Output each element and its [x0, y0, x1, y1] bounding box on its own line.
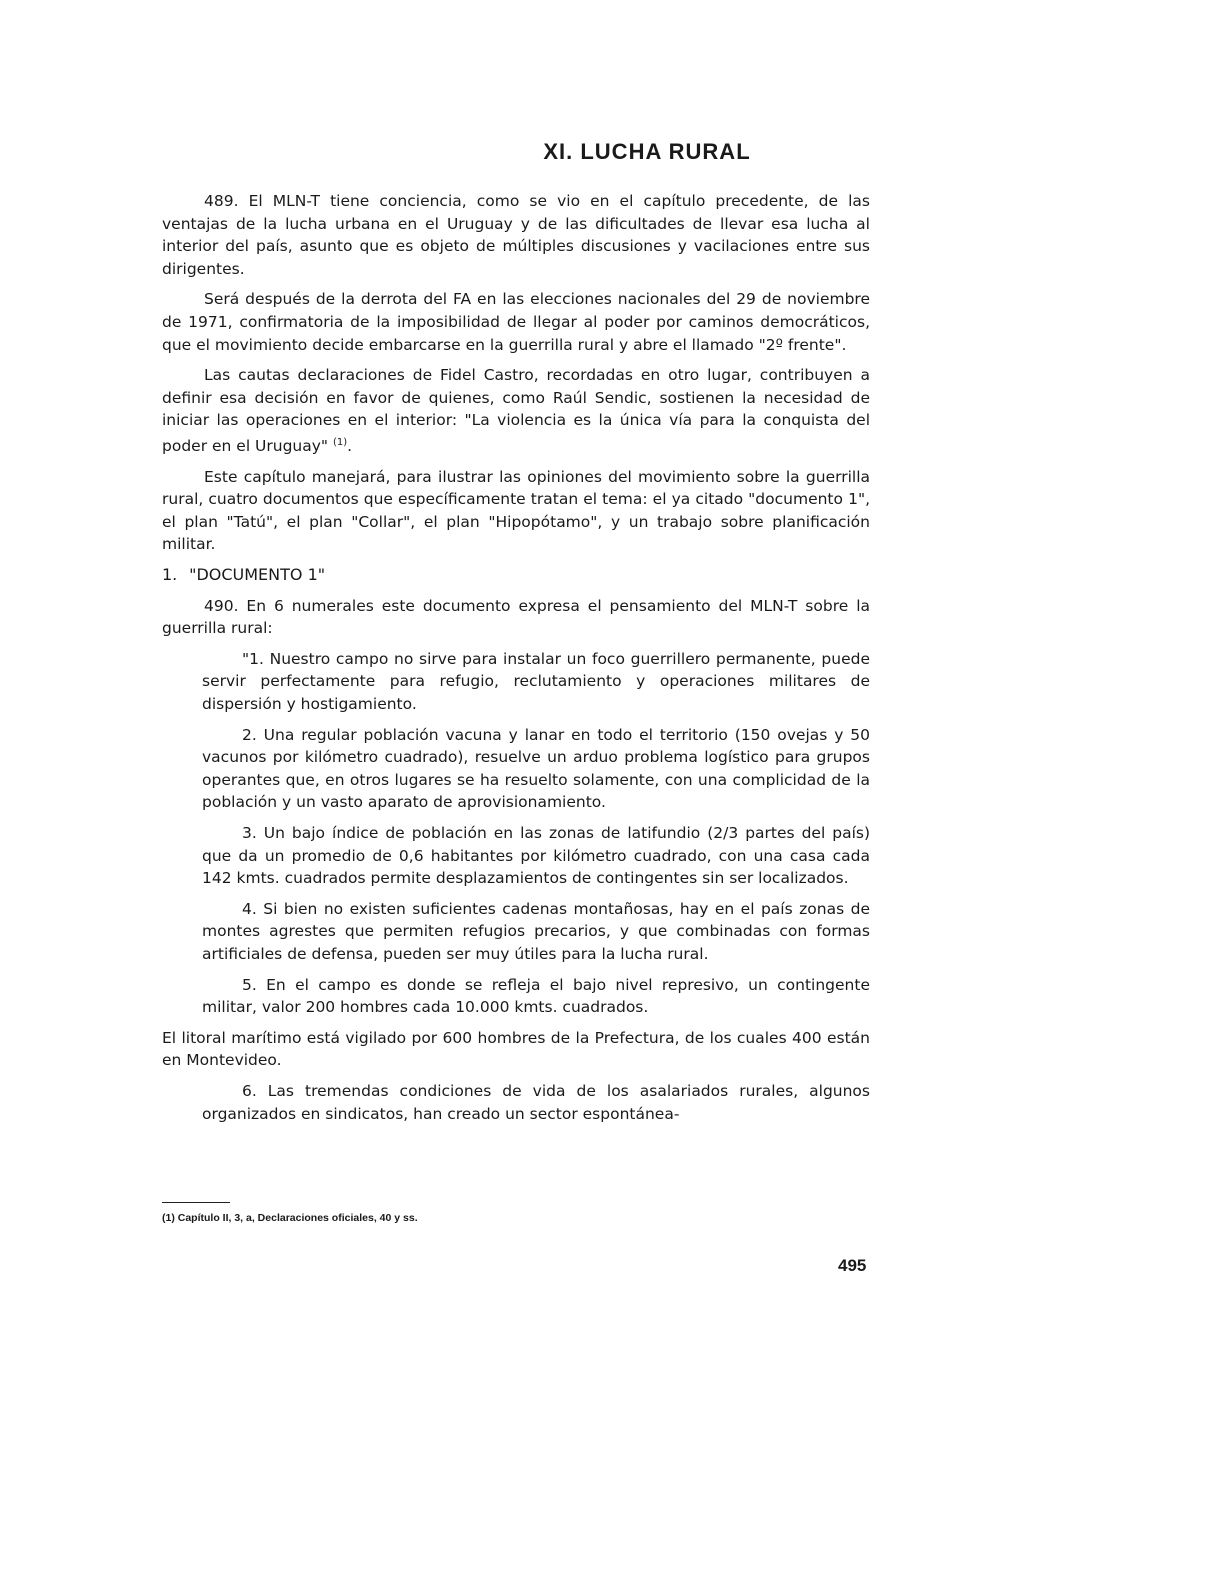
quote-item-5: 5. En el campo es donde se refleja el bajo nivel represivo, un contingente militar, valor 200 hombres cada 10.000 kmts. cuadrados. — [202, 975, 870, 1017]
paragraph-cautas-end: . — [347, 437, 353, 456]
section-title: "DOCUMENTO 1" — [189, 565, 326, 585]
paragraph-490: 490. En 6 numerales este documento expresa el pensamiento del MLN-T sobre la guerrilla rural: — [162, 596, 870, 638]
quote-item-5-continued: El litoral marítimo está vigilado por 600 hombres de la Prefectura, de los cuales 400 están en Montevideo. — [162, 1028, 870, 1070]
paragraph-sera: Será después de la derrota del FA en las elecciones nacionales del 29 de noviembre de 1971, confirmatoria de la imposibilidad de llegar al poder por caminos democráticos, que el movimiento decide embarcarse en la guerrilla rural y abre el llamado "2º frente". — [162, 290, 870, 354]
paragraph-cautas — [162, 364, 870, 458]
footnote-divider — [162, 1202, 230, 1203]
page-number: 495 — [838, 1256, 867, 1275]
quote-item-6: 6. Las tremendas condiciones de vida de los asalariados rurales, algunos organizados en sindicatos, han creado un sector espontánea- — [202, 1081, 870, 1123]
chapter-title: XI. LUCHA RURAL — [543, 139, 751, 164]
footnote: (1) Capítulo II, 3, a, Declaraciones oficiales, 40 y ss. — [162, 1212, 418, 1224]
paragraph-489: 489. El MLN-T tiene conciencia, como se vio en el capítulo precedente, de las ventajas de la lucha urbana en el Uruguay y de las dificultades de llevar esa lucha al interior del país, asunto que es objeto de múltiples discusiones y vacilaciones entre sus dirigentes. — [162, 192, 870, 278]
quote-item-2: 2. Una regular población vacuna y lanar en todo el territorio (150 ovejas y 50 vacunos por kilómetro cuadrado), resuelve un arduo problema logístico para grupos operantes que, en otros lugares se ha resuelto solamente, con una complicidad de la población y un vasto aparato de aprovisionamiento. — [202, 725, 870, 812]
footnote-reference: (1) — [332, 436, 348, 448]
quote-item-3: 3. Un bajo índice de población en las zonas de latifundio (2/3 partes del país) que da un promedio de 0,6 habitantes por kilómetro cuadrado, con una casa cada 142 kmts. cuadrados permite desplazamientos de contingentes sin ser localizados. — [202, 824, 870, 888]
paragraph-cautas-text: Las cautas declaraciones de Fidel Castro, recordadas en otro lugar, contribuyen a definir esa decisión en favor de quienes, como Raúl Sendic, sostienen la necesidad de iniciar las operaciones en el interior: "La violencia es la única vía para la conquista del poder en el Uruguay" — [162, 366, 870, 456]
section-number: 1. — [162, 565, 178, 585]
body-text — [162, 190, 870, 1133]
paragraph-este: Este capítulo manejará, para ilustrar las opiniones del movimiento sobre la guerrilla rural, cuatro documentos que específicamente tratan el tema: el ya citado "documento 1", el plan "Tatú", el plan "Collar", el plan "Hipopótamo", y un trabajo sobre planificación militar. — [162, 467, 870, 554]
quote-item-1: "1. Nuestro campo no sirve para instalar un foco guerrillero permanente, puede servir perfectamente para refugio, reclutamiento y operaciones militares de dispersión y hostigamiento. — [202, 649, 870, 714]
section-heading — [162, 564, 870, 587]
quote-item-4: 4. Si bien no existen suficientes cadenas montañosas, hay en el país zonas de montes agrestes que permiten refugios precarios, y que combinadas con formas artificiales de defensa, pueden ser muy útiles para la lucha rural. — [202, 899, 870, 963]
